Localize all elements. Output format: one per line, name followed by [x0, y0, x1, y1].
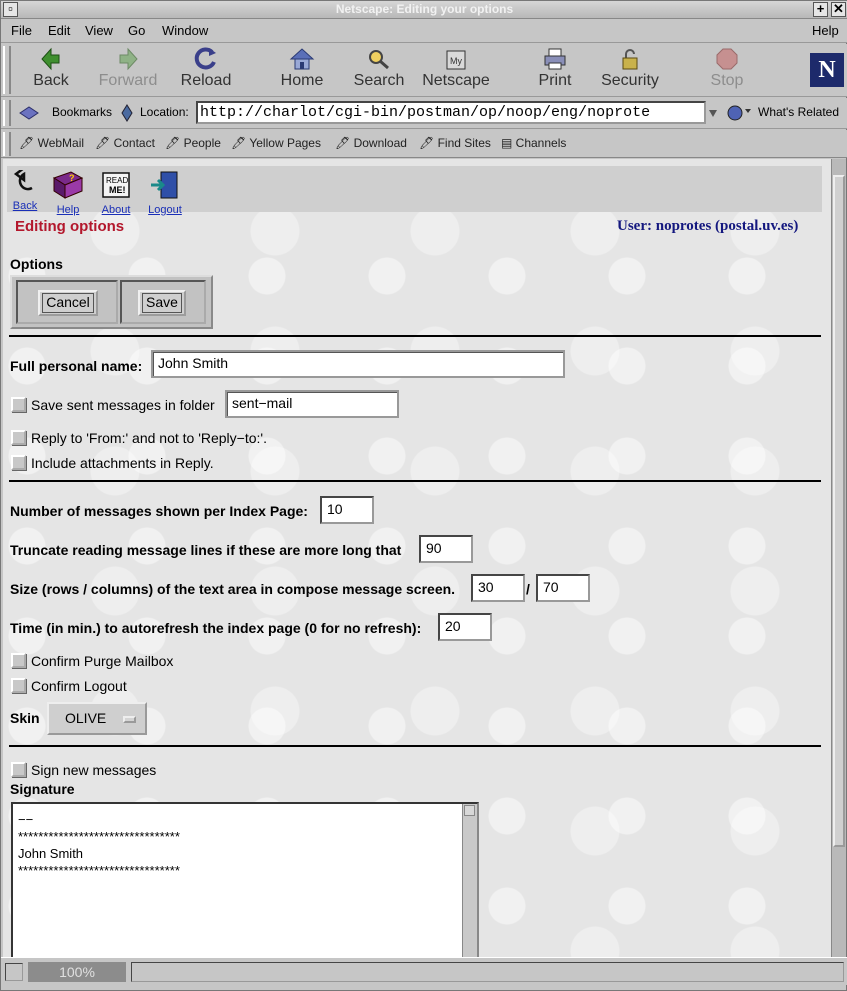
textarea-size-label: Size (rows / columns) of the text area in compose message screen.: [10, 581, 456, 597]
sent-folder-input[interactable]: sent−mail: [225, 390, 399, 418]
netscape-button[interactable]: My Netscape: [420, 46, 492, 94]
padlock-icon: [616, 46, 644, 72]
page-scrollbar-thumb[interactable]: [833, 175, 845, 847]
back-spiral-icon: [12, 170, 38, 196]
full-name-label: Full personal name:: [10, 358, 143, 374]
my-netscape-icon: [442, 46, 470, 72]
print-button[interactable]: Print: [533, 46, 577, 94]
cancel-cell: [16, 280, 118, 324]
status-bar: [1, 957, 847, 985]
security-lock-icon[interactable]: [5, 963, 23, 981]
forward-button[interactable]: Forward: [96, 46, 160, 94]
per-page-label: Number of messages shown per Index Page:: [10, 503, 308, 519]
personal-item-find-sites[interactable]: 🖊 Find Sites: [419, 136, 491, 150]
sign-messages-label: Sign new messages: [31, 762, 157, 778]
navigation-toolbar: [1, 44, 847, 97]
page-title: Editing options: [15, 218, 125, 235]
signature-label: Signature: [10, 781, 75, 797]
page-proxy-icon[interactable]: [118, 103, 136, 123]
reload-icon: [192, 46, 220, 72]
netscape-logo[interactable]: N: [810, 53, 844, 87]
include-attachments-checkbox[interactable]: [11, 455, 26, 470]
menu-go[interactable]: Go: [128, 23, 146, 38]
autorefresh-label: Time (in min.) to autorefresh the index page (0 for no refresh):: [10, 620, 422, 636]
bookmarks-button[interactable]: Bookmarks: [52, 105, 113, 119]
save-sent-label: Save sent messages in folder: [31, 397, 215, 413]
personal-item-people[interactable]: 🖊 People: [165, 136, 221, 150]
divider: [9, 745, 821, 747]
back-arrow-icon: [37, 46, 65, 72]
signature-textarea[interactable]: −− ******************************** John Smith ********************************: [11, 802, 479, 957]
personal-item-channels[interactable]: ▤ Channels: [501, 136, 567, 150]
home-icon: [288, 46, 316, 72]
page-content: [3, 159, 831, 957]
reply-from-label: Reply to 'From:' and not to 'Reply−to:'.: [31, 430, 267, 446]
window-title: Netscape: Editing your options: [335, 2, 514, 16]
whats-related-icon[interactable]: [725, 103, 753, 123]
option-menu-indicator-icon: [123, 716, 136, 723]
logout-door-icon: [149, 170, 181, 200]
menu-bar: [1, 19, 847, 43]
truncate-label: Truncate reading message lines if these are more long that: [10, 542, 402, 558]
reload-button[interactable]: Reload: [178, 46, 234, 94]
svg-text:ME!: ME!: [109, 185, 126, 195]
readme-scroll-icon: [100, 170, 132, 200]
location-grip[interactable]: [3, 100, 11, 126]
confirm-purge-label: Confirm Purge Mailbox: [31, 653, 174, 669]
menu-file[interactable]: File: [11, 23, 32, 38]
personal-item-yellow-pages[interactable]: 🖊 Yellow Pages: [231, 136, 321, 150]
webmail-nav: [7, 166, 822, 216]
reply-from-checkbox[interactable]: [11, 430, 26, 445]
nav-help[interactable]: ? Help: [51, 170, 85, 216]
confirm-purge-checkbox[interactable]: [11, 653, 26, 668]
menu-view[interactable]: View: [85, 23, 113, 38]
nav-logout[interactable]: Logout: [147, 170, 183, 216]
printer-icon: [541, 46, 569, 72]
location-label: Location:: [140, 105, 189, 119]
help-book-icon: [51, 170, 85, 200]
menu-help[interactable]: Help: [812, 23, 839, 38]
divider: [9, 335, 821, 337]
cols-input[interactable]: 70: [536, 574, 590, 602]
include-attachments-label: Include attachments in Reply.: [31, 455, 214, 471]
nav-back[interactable]: Back: [11, 170, 39, 212]
svg-text:My: My: [450, 56, 462, 66]
personal-toolbar: [1, 130, 847, 158]
save-button[interactable]: Save: [138, 290, 186, 316]
confirm-logout-checkbox[interactable]: [11, 678, 26, 693]
window-menu-button[interactable]: ▫: [3, 2, 18, 17]
bookmarks-icon[interactable]: [18, 104, 40, 122]
whats-related-button[interactable]: What's Related: [758, 105, 839, 119]
confirm-logout-label: Confirm Logout: [31, 678, 127, 694]
personal-item-contact[interactable]: 🖊 Contact: [95, 136, 155, 150]
sign-messages-checkbox[interactable]: [11, 762, 26, 777]
svg-text:?: ?: [69, 173, 75, 183]
close-button[interactable]: ✕: [831, 2, 846, 17]
svg-text:READ: READ: [106, 176, 129, 185]
search-button[interactable]: Search: [351, 46, 407, 94]
personal-item-download[interactable]: 🖊 Download: [335, 136, 407, 150]
location-bar: [1, 98, 847, 129]
status-message: [131, 962, 844, 982]
title-bar: [1, 1, 847, 19]
nav-about[interactable]: READ ME! About: [99, 170, 133, 216]
cancel-button[interactable]: Cancel: [38, 290, 98, 316]
forward-arrow-icon: [114, 46, 142, 72]
personal-item-webmail[interactable]: 🖊 WebMail: [19, 136, 85, 150]
full-name-input[interactable]: John Smith: [151, 350, 565, 378]
stop-button[interactable]: Stop: [707, 46, 747, 94]
menu-edit[interactable]: Edit: [48, 23, 71, 38]
url-input[interactable]: http://charlot/cgi-bin/postman/op/noop/eng/noprote: [196, 101, 706, 124]
progress-indicator: 100%: [28, 962, 126, 982]
toolbar-grip[interactable]: [3, 46, 11, 94]
page-scrollbar[interactable]: [831, 159, 846, 957]
search-icon: [365, 46, 393, 72]
stop-icon: [713, 46, 741, 72]
maximize-button[interactable]: +: [813, 2, 828, 17]
skin-select[interactable]: OLIVE: [47, 702, 147, 735]
url-history-dropdown-icon[interactable]: [707, 103, 719, 123]
scroll-up-icon[interactable]: [464, 805, 475, 816]
options-button-frame: [10, 275, 213, 329]
signature-scrollbar[interactable]: [462, 804, 477, 957]
save-sent-checkbox[interactable]: [11, 397, 26, 412]
menu-window[interactable]: Window: [162, 23, 209, 38]
personal-grip[interactable]: [3, 132, 11, 156]
per-page-input[interactable]: 10: [320, 496, 374, 524]
rows-cols-separator: /: [526, 581, 530, 597]
options-heading: Options: [10, 256, 63, 272]
rows-input[interactable]: 30: [471, 574, 525, 602]
security-button[interactable]: Security: [599, 46, 661, 94]
divider: [9, 480, 821, 482]
skin-label: Skin: [10, 710, 40, 726]
autorefresh-input[interactable]: 20: [438, 613, 492, 641]
back-button[interactable]: Back: [25, 46, 77, 94]
home-button[interactable]: Home: [278, 46, 326, 94]
save-cell: [120, 280, 206, 324]
user-info: User: noprotes (postal.uv.es): [617, 218, 799, 234]
truncate-input[interactable]: 90: [419, 535, 473, 563]
